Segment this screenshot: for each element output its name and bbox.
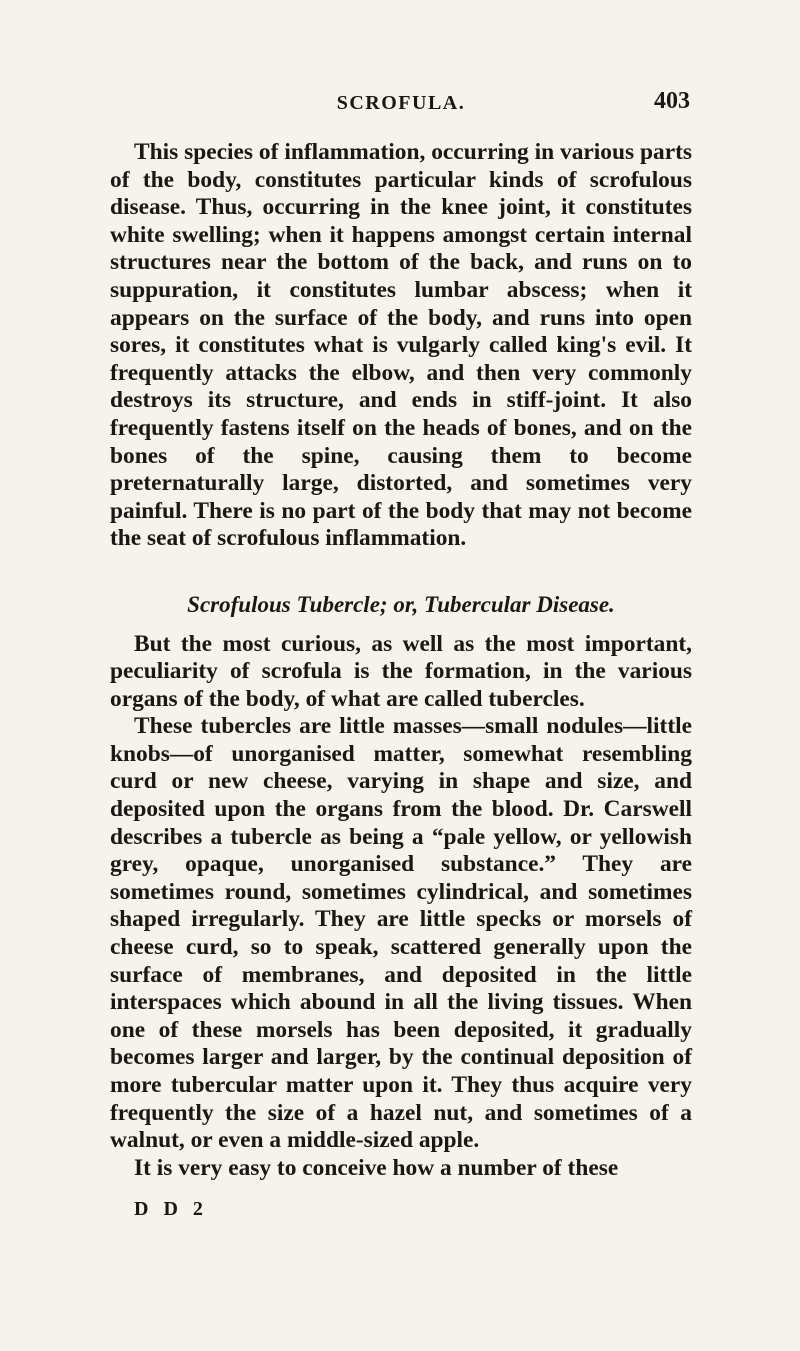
paragraph-inflammation: This species of inflammation, occurring in various parts of the body, constitutes particular kinds of scrofulous disease. Thus, occurring in the knee joint, it constitutes white swelling; when it happens amongst certain internal structures near the bottom of the back, and runs on to suppuration, it constitutes lumbar abscess; when it appears on the surface of the body, and runs into open sores, it constitutes what is vulgarly called king's evil. It frequently attacks the elbow, and then very commonly destroys its structure, and ends in stiff-joint. It also frequently fastens itself on the heads of bones, and on the bones of the spine, causing them to become preternaturally large, distorted, and sometimes very painful. There is no part of the body that may not become the seat of scrofulous inflammation. [110, 139, 692, 552]
page-number: 403 [654, 88, 690, 114]
paragraph-peculiarity: But the most curious, as well as the most important, peculiarity of scrofula is the formation, in the various organs of the body, of what are called tubercles. [110, 630, 692, 712]
paragraph-tubercles: These tubercles are little masses—small nodules—little knobs—of unorganised matter, somewhat resembling curd or new cheese, varying in shape and size, and deposited upon the organs from the blood. Dr. Carswell describes a tubercle as being a “pale yellow, or yellowish grey, opaque, unorganised substance.” They are sometimes round, sometimes cylindrical, and sometimes shaped irregularly. They are little specks or morsels of cheese curd, so to speak, scattered generally upon the surface of membranes, and deposited in the little interspaces which abound in all the living tissues. When one of these morsels has been deposited, it gradually becomes larger and larger, by the continual deposition of more tubercular matter upon it. They thus acquire very frequently the size of a hazel nut, and sometimes of a walnut, or even a middle-sized apple. [110, 713, 692, 1154]
running-title: SCROFULA. [336, 92, 466, 114]
section-heading: Scrofulous Tubercle; or, Tubercular Disease. [187, 591, 615, 617]
signature-mark: D D 2 [134, 1198, 208, 1220]
paragraph-conceive: It is very easy to conceive how a number of these [134, 1154, 619, 1181]
running-head [110, 88, 692, 118]
body-text [110, 139, 692, 1182]
